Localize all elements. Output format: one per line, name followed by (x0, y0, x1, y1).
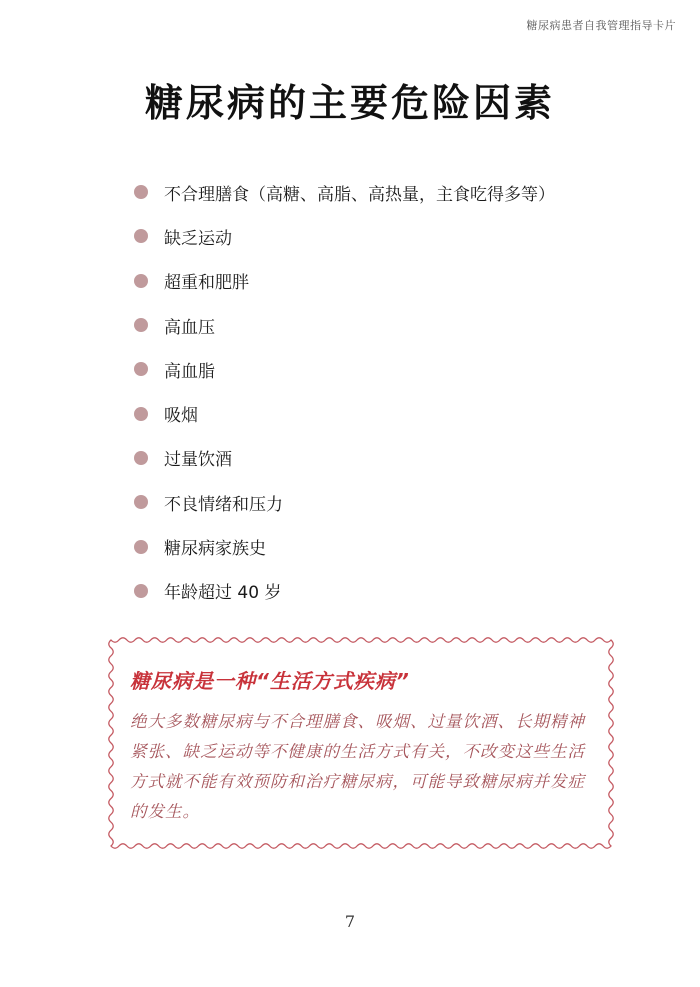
bullet-dot-icon (134, 540, 148, 554)
bullet-dot-icon (134, 229, 148, 243)
list-item (134, 569, 555, 613)
list-item (134, 303, 555, 347)
page-number: 7 (344, 912, 356, 931)
risk-factor-label: 不合理膳食（高糖、高脂、高热量，主食吃得多等） (164, 184, 555, 205)
risk-factor-label: 高血脂 (164, 361, 215, 382)
bullet-dot-icon (134, 407, 148, 421)
list-item (134, 391, 555, 435)
bullet-dot-icon (134, 362, 148, 376)
risk-factor-list (134, 170, 555, 613)
bullet-dot-icon (134, 318, 148, 332)
risk-factor-label: 高血压 (164, 317, 215, 338)
bullet-dot-icon (134, 584, 148, 598)
lifestyle-disease-callout (108, 637, 614, 849)
risk-factor-label: 不良情绪和压力 (164, 494, 283, 515)
bullet-dot-icon (134, 451, 148, 465)
risk-factor-label: 过量饮酒 (164, 450, 232, 471)
bullet-dot-icon (134, 274, 148, 288)
list-item (134, 524, 555, 568)
risk-factor-label: 吸烟 (164, 406, 198, 427)
list-item (134, 214, 555, 258)
list-item (134, 259, 555, 303)
risk-factor-label: 超重和肥胖 (164, 273, 249, 294)
page-title: 糖尿病的主要危险因素 (144, 81, 555, 125)
running-header: 糖尿病患者自我管理指导卡片 (526, 19, 676, 32)
callout-body: 绝大多数糖尿病与不合理膳食、吸烟、过量饮酒、长期精神紧张、缺乏运动等不健康的生活方式有关，不改变这些生活方式就不能有效预防和治疗糖尿病，可能导致糖尿病并发症的发生。 (130, 712, 585, 821)
list-item (134, 347, 555, 391)
risk-factor-label: 缺乏运动 (164, 228, 232, 249)
list-item (134, 170, 555, 214)
risk-factor-label: 年龄超过 40 岁 (164, 583, 282, 604)
list-item (134, 480, 555, 524)
list-item (134, 436, 555, 480)
bullet-dot-icon (134, 185, 148, 199)
risk-factor-label: 糖尿病家族史 (164, 539, 266, 560)
callout-title: 糖尿病是一种“生活方式疾病” (130, 669, 410, 693)
bullet-dot-icon (134, 495, 148, 509)
